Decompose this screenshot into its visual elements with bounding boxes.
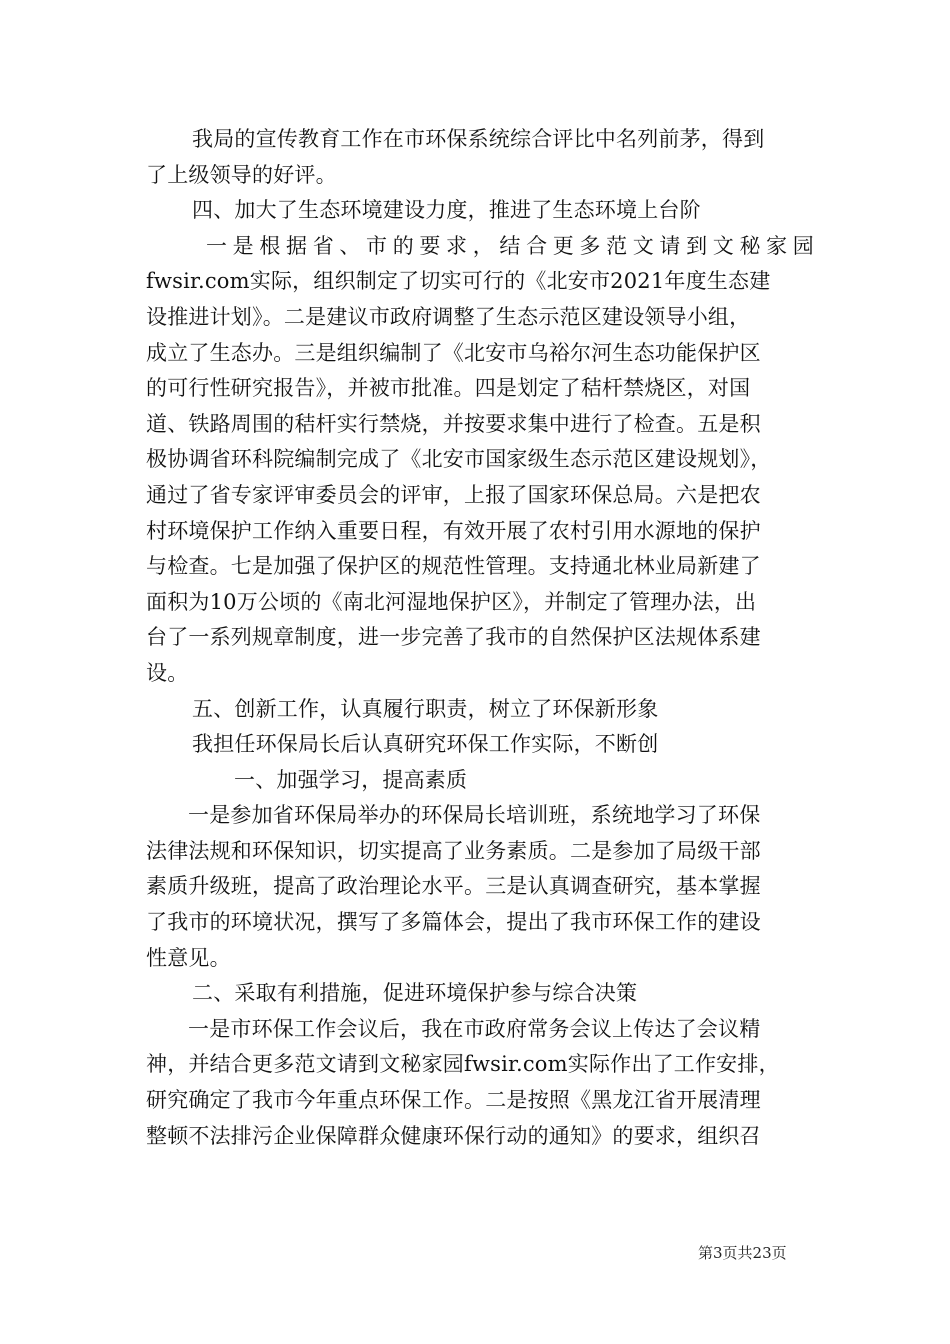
text-line: 面积为10万公顷的《南北河湿地保护区》，并制定了管理办法，出: [146, 589, 757, 614]
body-text: [146, 122, 814, 1154]
page-number-footer: 第3页共23页: [698, 1244, 787, 1262]
text-line: 性意见。: [146, 945, 231, 970]
text-line: 成立了生态办。三是组织编制了《北安市乌裕尔河生态功能保护区: [146, 340, 761, 365]
text-line: 设推进计划》。二是建议市政府调整了生态示范区建设领导小组，: [146, 304, 751, 329]
text-line: 通过了省专家评审委员会的评审，上报了国家环保总局。六是把农: [146, 482, 761, 507]
text-line: 的可行性研究报告》，并被市批准。四是划定了秸杆禁烧区，对国: [146, 376, 751, 401]
text-line: 极协调省环科院编制完成了《北安市国家级生态示范区建设规划》，: [146, 447, 772, 472]
text-line: 村环境保护工作纳入重要日程，有效开展了农村引用水源地的保护: [146, 518, 761, 543]
text-line: [146, 229, 814, 265]
text-line: 我担任环保局长后认真研究环保工作实际，不断创: [192, 732, 659, 757]
section-heading: 二、采取有利措施，促进环境保护参与综合决策: [192, 981, 638, 1006]
text-line: 与检查。七是加强了保护区的规范性管理。支持通北林业局新建了: [146, 554, 761, 579]
text-line: 整顿不法排污企业保障群众健康环保行动的通知》的要求，组织召: [146, 1123, 761, 1148]
text-line: 法律法规和环保知识，切实提高了业务素质。二是参加了局级干部: [146, 838, 761, 863]
section-heading: 一、加强学习，提高素质: [234, 767, 468, 792]
section-heading: 四、加大了生态环境建设力度，推进了生态环境上台阶: [192, 198, 701, 223]
spread-line: 一 是 根 据 省 、 市 的 要 求 ， 结 合 更 多 范 文 请 到 文 秘 家 园: [206, 233, 814, 258]
text-line: 研究确定了我市今年重点环保工作。二是按照《黑龙江省开展清理: [146, 1088, 761, 1113]
text-line: 神，并结合更多范文请到文秘家园fwsir.com实际作出了工作安排，: [146, 1052, 780, 1077]
text-line: 设。: [146, 660, 189, 685]
text-line: 我局的宣传教育工作在市环保系统综合评比中名列前茅，得到: [192, 127, 765, 151]
text-line: 台了一系列规章制度，进一步完善了我市的自然保护区法规体系建: [146, 625, 761, 650]
text-line: 一是市环保工作会议后，我在市政府常务会议上传达了会议精: [188, 1016, 761, 1041]
text-line: 道、铁路周围的秸杆实行禁烧，并按要求集中进行了检查。五是积: [146, 411, 761, 436]
section-heading: 五、创新工作，认真履行职责，树立了环保新形象: [192, 696, 659, 721]
text-line: 一是参加省环保局举办的环保局长培训班，系统地学习了环保: [188, 803, 761, 828]
text-line: 素质升级班，提高了政治理论水平。三是认真调查研究，基本掌握: [146, 874, 761, 899]
text-line: fwsir.com实际，组织制定了切实可行的《北安市2021年度生态建: [146, 269, 771, 294]
text-line: 了上级领导的好评。: [146, 162, 337, 187]
text-line: 了我市的环境状况，撰写了多篇体会，提出了我市环保工作的建设: [146, 910, 761, 935]
